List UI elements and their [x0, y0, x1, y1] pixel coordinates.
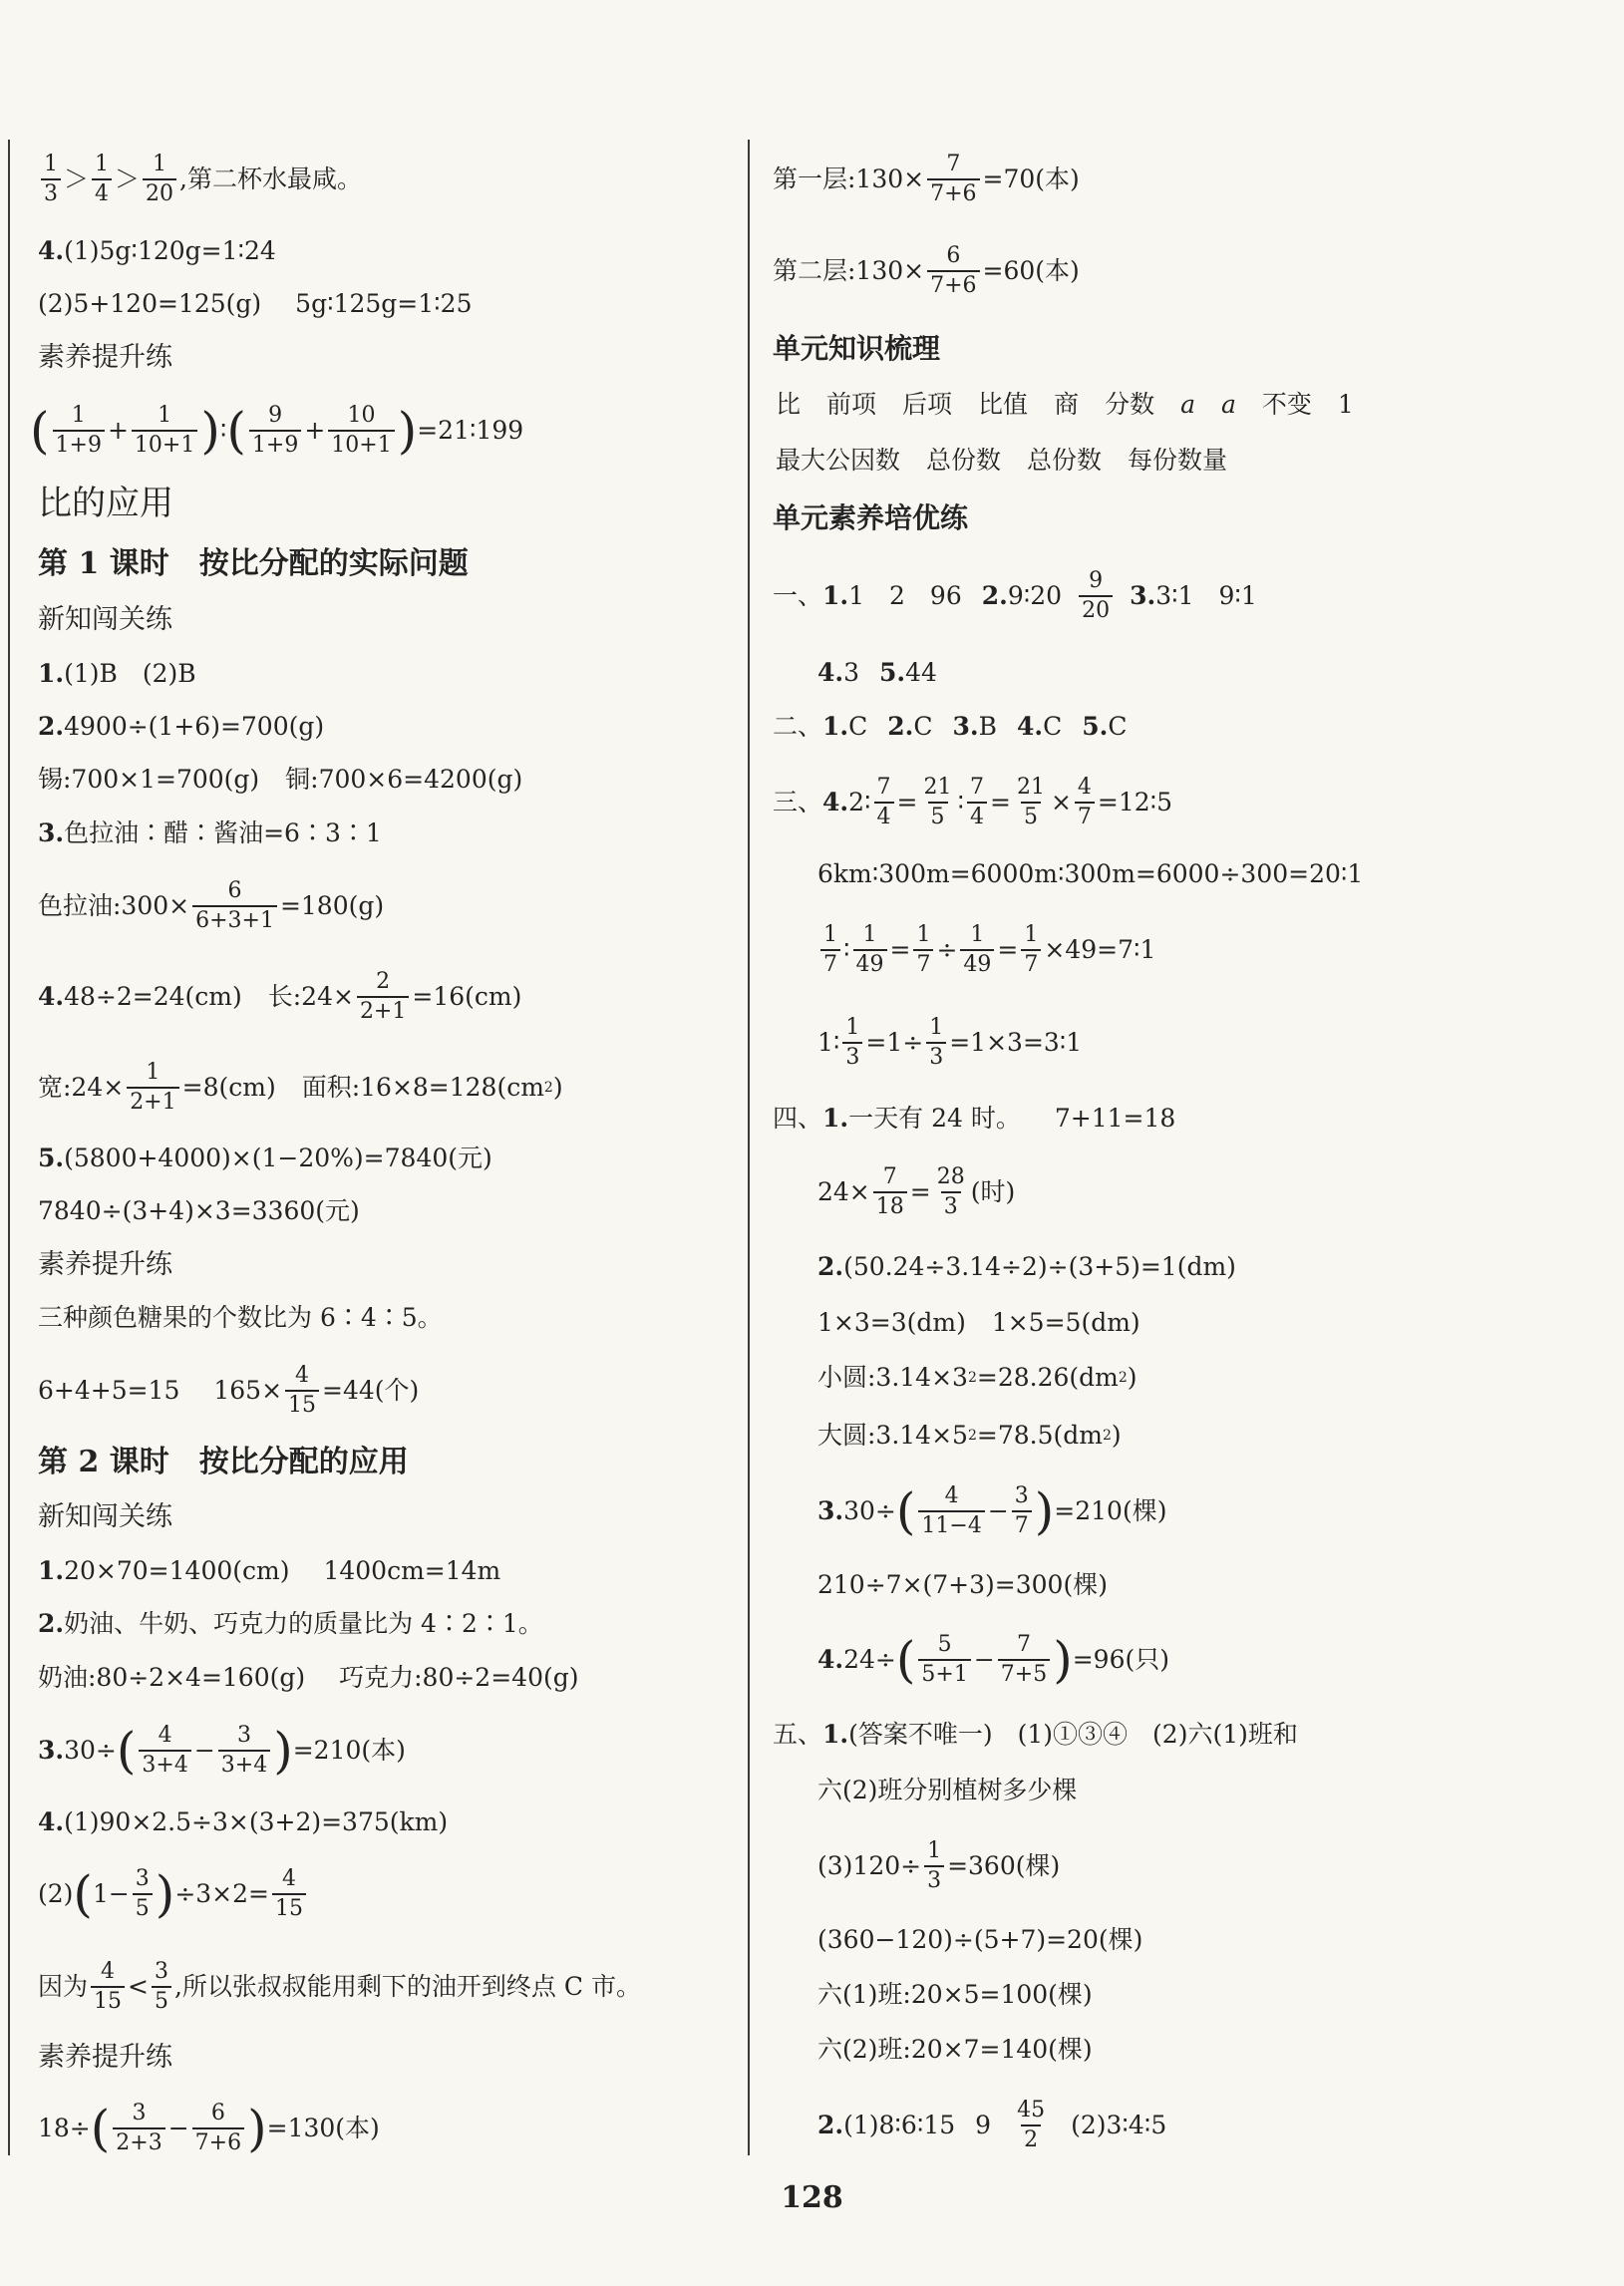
- page-number: 128: [781, 2180, 843, 2215]
- section-label: 素养提升练: [38, 2042, 172, 2073]
- knowledge-summary-line: 比 前项 后项 比值 商 分数 a a 不变 1: [776, 390, 1354, 419]
- answer-line: 六(2)班:20×7=140(棵): [817, 2035, 1093, 2064]
- section-heading: 单元素养培优练: [773, 501, 969, 534]
- answer-line: 五、 1. (答案不唯一) (1)①③④ (2)六(1)班和: [773, 1720, 1298, 1749]
- answer-line: 2. 4900÷(1+6)=700(g): [38, 712, 325, 741]
- answer-line: 3. 30÷ ( 4 3+4 − $\frac{3}{3+4}$ ) =210(本): [38, 1722, 406, 1780]
- section-label: 素养提升练: [38, 1249, 172, 1280]
- answer-line: 因为 4 15 < 3 5 ,所以张叔叔能用剩下的油开到终点 C 市。: [38, 1959, 641, 2014]
- section-label: 新知闯关练: [38, 1501, 172, 1532]
- answer-line: 1. 20×70=1400(cm) 1400cm=14m: [38, 1556, 501, 1585]
- knowledge-summary-line: 最大公因数 总份数 总份数 每份数量: [776, 446, 1228, 475]
- answer-line: 6+4+5=15 165× $\frac{4}{15}$ =44(个): [38, 1363, 420, 1418]
- answer-line: 3. 色拉油∶醋∶酱油=6∶3∶1: [38, 818, 382, 847]
- answer-line: 1. (1)B (2)B: [38, 659, 196, 688]
- answer-line: 4. (1)90×2.5÷3×(3+2)=375(km): [38, 1807, 449, 1836]
- answer-line: 2. 奶油、牛奶、巧克力的质量比为 4∶2∶1。: [38, 1609, 543, 1638]
- answer-line: (2) ( 1− $\frac{3}{5}$ ) ÷3×2= $\frac{4}{15}$: [38, 1856, 309, 1932]
- answer-line: 三种颜色糖果的个数比为 6∶4∶5。: [38, 1303, 443, 1332]
- answer-line: 2. (50.24÷3.14÷2)÷(3+5)=1(dm): [817, 1252, 1236, 1281]
- answer-line: 18÷ ( 3 2+3 − $\frac{6}{7+6}$ ) =130(本): [38, 2100, 380, 2157]
- answer-line: 第二层:130× $\frac{6}{7+6}$ =60(本): [773, 243, 1080, 298]
- answer-line: (3)120÷ $\frac{1}{3}$ =360(棵): [817, 1838, 1061, 1893]
- answer-line: 六(1)班:20×5=100(棵): [817, 1980, 1093, 2009]
- answer-line: 1 7 ∶ $\frac{1}{49}$ = $\frac{1}{7}$ ÷ $\frac{1}{49}$ = $\frac{1}{7}$ ×49=7∶1: [817, 912, 1155, 988]
- chapter-heading: 比的应用: [38, 484, 173, 523]
- answer-line: 1∶ $\frac{1}{3}$ =1÷ $\frac{1}{3}$ =1×3=3∶1: [817, 1015, 1083, 1070]
- lesson-heading: 第 2 课时 按比分配的应用: [38, 1445, 409, 1479]
- answer-line: 宽:24× $\frac{1}{2+1}$ =8(cm) 面积:16×8=128(cm 2 ): [38, 1060, 563, 1115]
- answer-line: (2)5+120=125(g) 5g∶125g=1∶25: [38, 289, 473, 318]
- answer-line: 锡:700×1=700(g) 铜:700×6=4200(g): [38, 765, 523, 794]
- answer-line: 4. (1)5g∶120g=1∶24: [38, 236, 276, 265]
- answer-line: 大圆:3.14×5 2 =78.5(dm 2 ): [817, 1421, 1122, 1450]
- answer-line: 小圆:3.14×3 2 =28.26(dm 2 ): [817, 1363, 1137, 1392]
- answer-line: 四、 1. 一天有 24 时。 7+11=18: [773, 1104, 1176, 1133]
- answer-line: 7840÷(3+4)×3=3360(元): [38, 1196, 360, 1225]
- section-heading: 单元知识梳理: [773, 332, 941, 365]
- answer-line: 4. 24÷ ( 5 5+1 − $\frac{7}{7+5}$ ) =96(只): [817, 1631, 1170, 1689]
- center-column-rule: [748, 140, 750, 2155]
- answer-line: 奶油:80÷2×4=160(g) 巧克力:80÷2=40(g): [38, 1663, 579, 1692]
- section-label: 素养提升练: [38, 342, 172, 373]
- answer-line: 二、 1. C 2. C 3. B 4. C 5. C: [773, 712, 1128, 741]
- section-label: 新知闯关练: [38, 604, 172, 635]
- answer-line: ( 1 1+9 + $\frac{1}{10+1}$ ) ∶ ( 9 1+9 + $\frac{10}{10+1}$ ) =21∶199: [30, 402, 524, 460]
- answer-line: 色拉油:300× $\frac{6}{6+3+1}$ =180(g): [38, 878, 385, 933]
- answer-line: 6km∶300m=6000m∶300m=6000÷300=20∶1: [817, 859, 1364, 888]
- answer-line: 1×3=3(dm) 1×5=5(dm): [817, 1308, 1140, 1337]
- answer-line: 第一层:130× $\frac{7}{7+6}$ =70(本): [773, 152, 1080, 206]
- answer-line: 4. 3 5. 44: [817, 658, 937, 687]
- answer-line: 六(2)班分别植树多少棵: [817, 1776, 1078, 1804]
- answer-line: 3. 30÷ ( 4 11−4 − $\frac{3}{7}$ ) =210(棵): [817, 1482, 1167, 1540]
- lesson-heading: 第 1 课时 按比分配的实际问题: [38, 546, 469, 581]
- answer-line: (360−120)÷(5+7)=20(棵): [817, 1925, 1143, 1954]
- answer-line: 2. (1)8∶6∶15 9 45 2 (2)3∶4∶5: [817, 2098, 1167, 2152]
- answer-line: 210÷7×(7+3)=300(棵): [817, 1570, 1108, 1599]
- answer-line: 4. 48÷2=24(cm) 长:24× $\frac{2}{2+1}$ =16(cm): [38, 969, 522, 1024]
- answer-line: 24× $\frac{7}{18}$ = $\frac{28}{3}$ (时): [817, 1164, 1016, 1219]
- answer-line: 5. (5800+4000)×(1−20%)=7840(元): [38, 1143, 492, 1172]
- fraction-comparison-line: 1 3 ＞ 1 4 ＞ 1 20 ,第二杯水最咸。: [38, 142, 362, 217]
- answer-line: 三、 4. 2∶ $\frac{7}{4}$ = $\frac{21}{5}$ ∶ $\frac{7}{4}$ = $\frac{21}{5}$ × $\frac{4}{7}$ =12∶5: [773, 775, 1173, 829]
- left-column-rule: [8, 140, 10, 2155]
- answer-line: 一、 1. 1 2 96 2. 9∶20 9 20 3. 3∶1 9∶1: [773, 568, 1257, 623]
